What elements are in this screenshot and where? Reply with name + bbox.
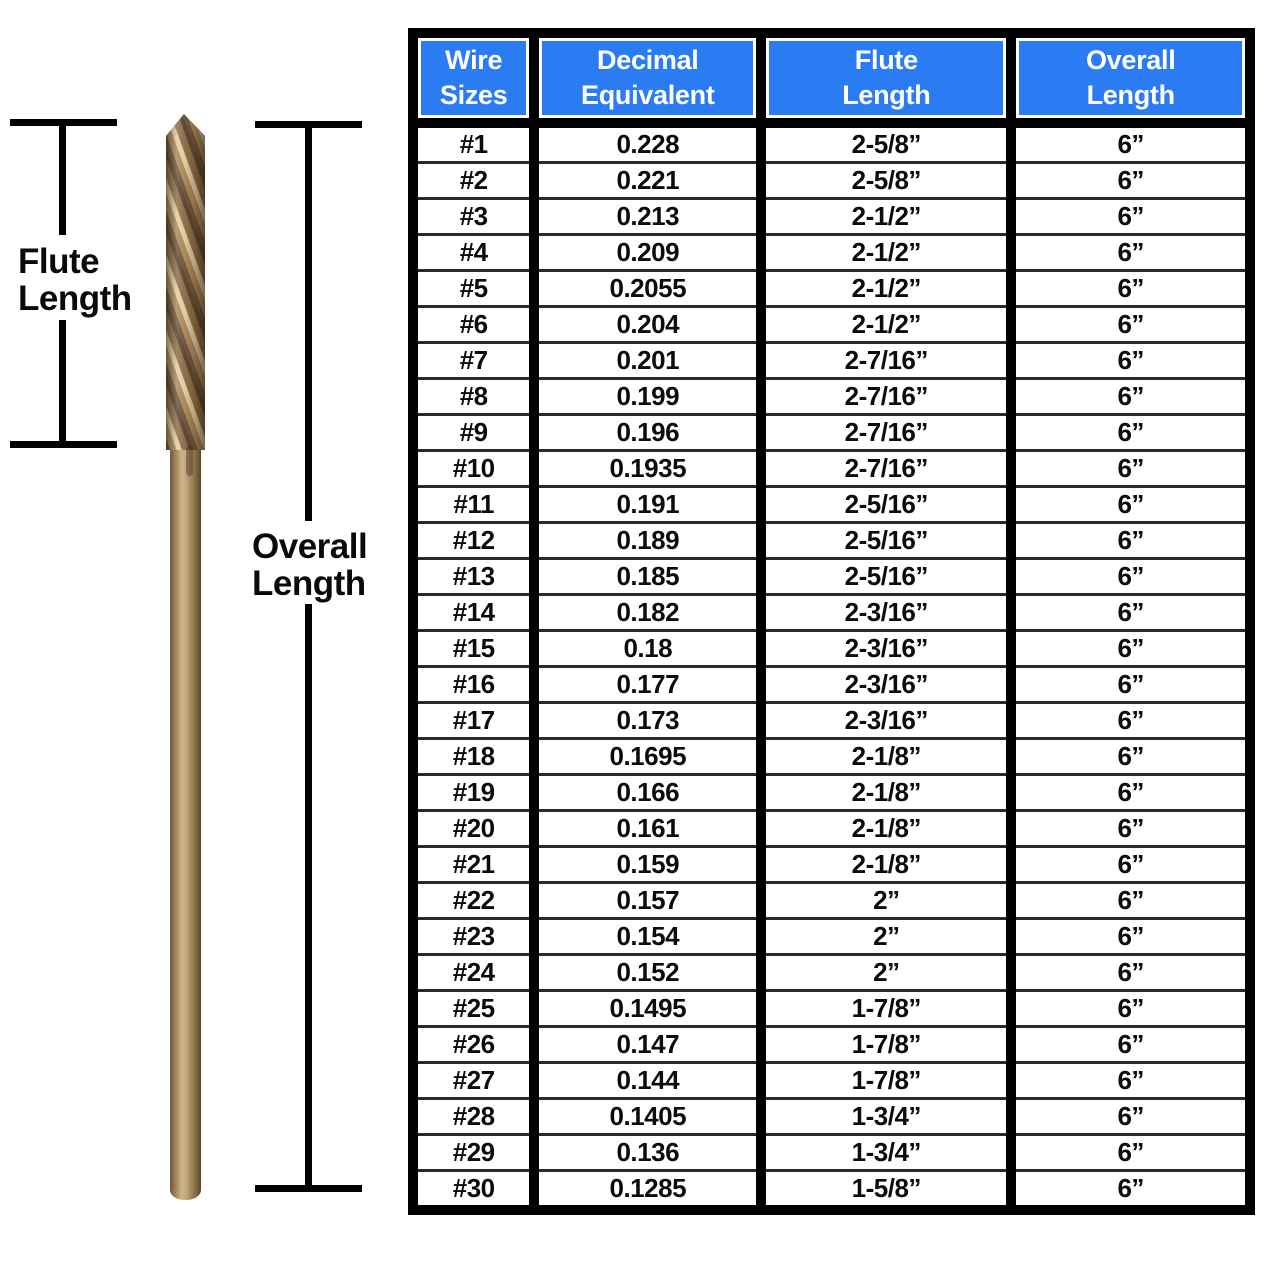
table-row xyxy=(413,523,1250,559)
table-row xyxy=(413,919,1250,955)
wire-size-cell: #18 xyxy=(413,739,534,775)
flute-length-cell: 2-5/8” xyxy=(761,123,1011,163)
wire-size-cell: #22 xyxy=(413,883,534,919)
table-row xyxy=(413,955,1250,991)
wire-size-cell: #24 xyxy=(413,955,534,991)
header-row xyxy=(413,33,1250,123)
overall-length-cell: 6” xyxy=(1011,739,1250,775)
flute-length-upper-line xyxy=(59,119,66,235)
decimal-cell: 0.159 xyxy=(534,847,761,883)
wire-size-cell: #17 xyxy=(413,703,534,739)
decimal-cell: 0.182 xyxy=(534,595,761,631)
decimal-header-line1: Decimal xyxy=(597,45,699,75)
wire-size-cell: #30 xyxy=(413,1171,534,1211)
flute-length-cell: 2-1/2” xyxy=(761,199,1011,235)
decimal-cell: 0.166 xyxy=(534,775,761,811)
flute-header-line2: Length xyxy=(842,80,931,110)
overall-length-cell: 6” xyxy=(1011,811,1250,847)
table-row xyxy=(413,163,1250,199)
overall-length-cell: 6” xyxy=(1011,847,1250,883)
flute-length-cell: 1-7/8” xyxy=(761,1027,1011,1063)
wire-size-cell: #27 xyxy=(413,1063,534,1099)
flute-length-cell: 2-1/8” xyxy=(761,847,1011,883)
overall-length-cell: 6” xyxy=(1011,919,1250,955)
overall-length-cell: 6” xyxy=(1011,1171,1250,1211)
overall-length-cell: 6” xyxy=(1011,379,1250,415)
decimal-cell: 0.189 xyxy=(534,523,761,559)
flute-length-cell: 2-7/16” xyxy=(761,343,1011,379)
flute-length-cell: 2-1/8” xyxy=(761,739,1011,775)
flute-length-cell: 1-7/8” xyxy=(761,1063,1011,1099)
decimal-cell: 0.1935 xyxy=(534,451,761,487)
flute-length-cell: 2-1/8” xyxy=(761,811,1011,847)
flute-length-cell: 2-3/16” xyxy=(761,631,1011,667)
decimal-cell: 0.144 xyxy=(534,1063,761,1099)
drill-bit-flute-shading xyxy=(166,114,205,450)
overall-length-cell: 6” xyxy=(1011,667,1250,703)
flute-length-cell: 2-7/16” xyxy=(761,415,1011,451)
flute-length-cell: 2-5/16” xyxy=(761,559,1011,595)
wire-size-cell: #4 xyxy=(413,235,534,271)
wire-size-cell: #23 xyxy=(413,919,534,955)
flute-length-cell: 2-1/2” xyxy=(761,235,1011,271)
flute-length-bottom-cap xyxy=(10,441,117,448)
size-table xyxy=(408,28,1255,1215)
table-row xyxy=(413,811,1250,847)
wire-size-cell: #13 xyxy=(413,559,534,595)
decimal-cell: 0.157 xyxy=(534,883,761,919)
overall-length-cell: 6” xyxy=(1011,1099,1250,1135)
table-row xyxy=(413,271,1250,307)
decimal-cell: 0.221 xyxy=(534,163,761,199)
wire-size-cell: #16 xyxy=(413,667,534,703)
overall-length-cell: 6” xyxy=(1011,1027,1250,1063)
wire-size-cell: #26 xyxy=(413,1027,534,1063)
decimal-cell: 0.1405 xyxy=(534,1099,761,1135)
table-row xyxy=(413,775,1250,811)
table-row xyxy=(413,199,1250,235)
overall-length-upper-line xyxy=(305,121,312,521)
table-row xyxy=(413,703,1250,739)
overall-length-label-line1: Overall xyxy=(252,527,368,566)
overall-length-cell: 6” xyxy=(1011,415,1250,451)
decimal-cell: 0.147 xyxy=(534,1027,761,1063)
decimal-cell: 0.177 xyxy=(534,667,761,703)
decimal-cell: 0.152 xyxy=(534,955,761,991)
table-row xyxy=(413,847,1250,883)
overall-length-cell: 6” xyxy=(1011,199,1250,235)
flute-length-cell: 2” xyxy=(761,955,1011,991)
decimal-cell: 0.18 xyxy=(534,631,761,667)
table-row xyxy=(413,1135,1250,1171)
decimal-cell: 0.173 xyxy=(534,703,761,739)
overall-length-cell: 6” xyxy=(1011,775,1250,811)
overall-length-cell: 6” xyxy=(1011,271,1250,307)
wire-size-cell: #8 xyxy=(413,379,534,415)
overall-length-cell: 6” xyxy=(1011,1063,1250,1099)
flute-length-cell: 1-5/8” xyxy=(761,1171,1011,1211)
wire-size-cell: #7 xyxy=(413,343,534,379)
overall-length-cell: 6” xyxy=(1011,1135,1250,1171)
wire-size-cell: #21 xyxy=(413,847,534,883)
wire-sizes-header-line2: Sizes xyxy=(439,80,508,110)
decimal-cell: 0.191 xyxy=(534,487,761,523)
table-row xyxy=(413,123,1250,163)
decimal-cell: 0.209 xyxy=(534,235,761,271)
wire-size-cell: #2 xyxy=(413,163,534,199)
table-row xyxy=(413,667,1250,703)
flute-length-cell: 2-1/2” xyxy=(761,271,1011,307)
flute-length-cell: 2” xyxy=(761,883,1011,919)
table-row xyxy=(413,343,1250,379)
overall-header-line1: Overall xyxy=(1085,45,1176,75)
flute-length-cell: 1-7/8” xyxy=(761,991,1011,1027)
flute-length-cell: 2-5/16” xyxy=(761,487,1011,523)
overall-length-cell: 6” xyxy=(1011,307,1250,343)
overall-length-bottom-cap xyxy=(255,1185,362,1192)
flute-length-cell: 1-3/4” xyxy=(761,1099,1011,1135)
flute-length-cell: 2-5/8” xyxy=(761,163,1011,199)
overall-length-cell: 6” xyxy=(1011,487,1250,523)
overall-length-lower-line xyxy=(305,604,312,1190)
table-row xyxy=(413,1099,1250,1135)
flute-length-cell: 2-7/16” xyxy=(761,379,1011,415)
overall-header-line2: Length xyxy=(1086,80,1175,110)
decimal-cell: 0.201 xyxy=(534,343,761,379)
flute-length-cell: 2-3/16” xyxy=(761,703,1011,739)
flute-length-cell: 2-1/8” xyxy=(761,775,1011,811)
table-row xyxy=(413,559,1250,595)
wire-size-cell: #15 xyxy=(413,631,534,667)
wire-size-cell: #20 xyxy=(413,811,534,847)
wire-size-cell: #9 xyxy=(413,415,534,451)
overall-length-cell: 6” xyxy=(1011,595,1250,631)
wire-size-cell: #14 xyxy=(413,595,534,631)
wire-size-cell: #1 xyxy=(413,123,534,163)
wire-size-cell: #29 xyxy=(413,1135,534,1171)
table-row xyxy=(413,1063,1250,1099)
drill-bit-flute-runout xyxy=(186,446,193,476)
decimal-cell: 0.1285 xyxy=(534,1171,761,1211)
wire-size-cell: #10 xyxy=(413,451,534,487)
flute-length-cell: 2-3/16” xyxy=(761,595,1011,631)
table-row xyxy=(413,235,1250,271)
table-row xyxy=(413,1171,1250,1211)
wire-size-cell: #6 xyxy=(413,307,534,343)
decimal-cell: 0.196 xyxy=(534,415,761,451)
overall-length-cell: 6” xyxy=(1011,703,1250,739)
decimal-cell: 0.136 xyxy=(534,1135,761,1171)
wire-size-cell: #19 xyxy=(413,775,534,811)
overall-length-cell: 6” xyxy=(1011,523,1250,559)
overall-length-cell: 6” xyxy=(1011,559,1250,595)
wire-size-cell: #28 xyxy=(413,1099,534,1135)
table-row xyxy=(413,415,1250,451)
decimal-cell: 0.213 xyxy=(534,199,761,235)
overall-length-cell: 6” xyxy=(1011,991,1250,1027)
wire-size-cell: #3 xyxy=(413,199,534,235)
overall-length-cell: 6” xyxy=(1011,163,1250,199)
decimal-cell: 0.161 xyxy=(534,811,761,847)
table-row xyxy=(413,595,1250,631)
flute-length-cell: 2-7/16” xyxy=(761,451,1011,487)
size-table-body xyxy=(413,123,1250,1210)
decimal-cell: 0.204 xyxy=(534,307,761,343)
column-header-overall-length xyxy=(1011,33,1250,123)
drill-bit-shank-image xyxy=(170,450,201,1200)
overall-length-label xyxy=(252,528,367,602)
table-row xyxy=(413,631,1250,667)
table-row xyxy=(413,451,1250,487)
column-header-decimal-equivalent xyxy=(534,33,761,123)
overall-length-cell: 6” xyxy=(1011,343,1250,379)
overall-length-cell: 6” xyxy=(1011,955,1250,991)
wire-size-cell: #12 xyxy=(413,523,534,559)
flute-length-label xyxy=(18,243,132,317)
table-row xyxy=(413,307,1250,343)
decimal-cell: 0.199 xyxy=(534,379,761,415)
table-row xyxy=(413,991,1250,1027)
overall-length-cell: 6” xyxy=(1011,451,1250,487)
decimal-cell: 0.228 xyxy=(534,123,761,163)
size-table-header xyxy=(413,33,1250,123)
flute-length-cell: 2-5/16” xyxy=(761,523,1011,559)
decimal-header-line2: Equivalent xyxy=(581,80,715,110)
wire-sizes-header-line1: Wire xyxy=(445,45,503,75)
overall-length-cell: 6” xyxy=(1011,883,1250,919)
overall-length-label-line2: Length xyxy=(252,564,366,603)
column-header-wire-sizes xyxy=(413,33,534,123)
decimal-cell: 0.1495 xyxy=(534,991,761,1027)
decimal-cell: 0.185 xyxy=(534,559,761,595)
drill-bit-flute-image xyxy=(166,114,205,450)
table-row xyxy=(413,1027,1250,1063)
decimal-cell: 0.2055 xyxy=(534,271,761,307)
overall-length-cell: 6” xyxy=(1011,123,1250,163)
decimal-cell: 0.1695 xyxy=(534,739,761,775)
column-header-flute-length xyxy=(761,33,1011,123)
flute-header-line1: Flute xyxy=(854,45,918,75)
table-row xyxy=(413,487,1250,523)
flute-length-label-line1: Flute xyxy=(18,242,100,281)
table-row xyxy=(413,883,1250,919)
flute-length-lower-line xyxy=(59,320,66,448)
table-row xyxy=(413,379,1250,415)
flute-length-label-line2: Length xyxy=(18,279,132,318)
decimal-cell: 0.154 xyxy=(534,919,761,955)
flute-length-cell: 2” xyxy=(761,919,1011,955)
flute-length-cell: 2-1/2” xyxy=(761,307,1011,343)
overall-length-cell: 6” xyxy=(1011,631,1250,667)
overall-length-cell: 6” xyxy=(1011,235,1250,271)
wire-size-cell: #5 xyxy=(413,271,534,307)
wire-size-cell: #11 xyxy=(413,487,534,523)
table-row xyxy=(413,739,1250,775)
flute-length-cell: 1-3/4” xyxy=(761,1135,1011,1171)
flute-length-cell: 2-3/16” xyxy=(761,667,1011,703)
wire-size-cell: #25 xyxy=(413,991,534,1027)
